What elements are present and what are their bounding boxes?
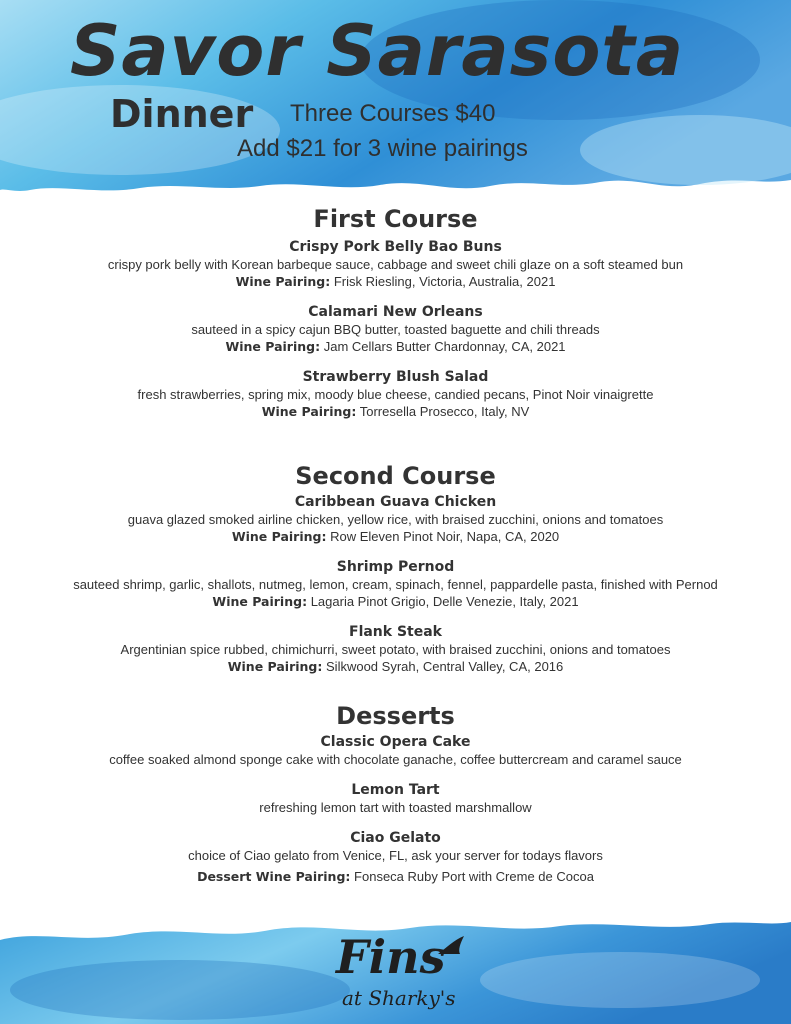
dish-name: Flank Steak [349, 624, 442, 640]
fins-logo [318, 930, 498, 1018]
wine-pairing-label: Dessert Wine Pairing: [197, 869, 351, 884]
dish-name: Ciao Gelato [350, 830, 441, 846]
desserts-section [0, 702, 791, 885]
dish-item [0, 782, 791, 816]
wine-pairing-value: Jam Cellars Butter Chardonnay, CA, 2021 [323, 339, 566, 354]
dish-description: choice of Ciao gelato from Venice, FL, ask your server for todays flavors [188, 848, 603, 863]
wine-pairing-label: Wine Pairing: [261, 404, 357, 419]
dish-description: Argentinian spice rubbed, chimichurri, sweet potato, with braised zucchini, onions and tomatoes [120, 642, 671, 657]
logo-name: Fins [336, 930, 446, 984]
wine-pairing-value: Frisk Riesling, Victoria, Australia, 2021 [333, 274, 556, 289]
wine-pairing-label: Wine Pairing: [235, 274, 331, 289]
dish-description: crispy pork belly with Korean barbeque sauce, cabbage and sweet chili glaze on a soft steamed bun [107, 257, 684, 272]
dish-item [0, 830, 791, 885]
dish-name: Shrimp Pernod [336, 559, 455, 575]
dish-name: Caribbean Guava Chicken [294, 494, 497, 510]
dish-description: guava glazed smoked airline chicken, yellow rice, with braised zucchini, onions and tomatoes [127, 512, 664, 527]
wine-pairing [0, 338, 791, 355]
menu-title: Savor Sarasota [70, 10, 685, 92]
wine-pairing-label: Wine Pairing: [227, 659, 323, 674]
pairing-offer-text: Add $21 for 3 wine pairings [237, 135, 528, 162]
meal-label: Dinner [110, 92, 254, 136]
dish-item [0, 369, 791, 420]
wine-pairing-value: Fonseca Ruby Port with Creme de Cocoa [354, 869, 594, 884]
wine-pairing [0, 273, 791, 290]
wine-pairing-value: Row Eleven Pinot Noir, Napa, CA, 2020 [330, 529, 560, 544]
dish-description: fresh strawberries, spring mix, moody blue cheese, candied pecans, Pinot Noir vinaigrette [137, 387, 654, 402]
dish-description: sauteed shrimp, garlic, shallots, nutmeg, lemon, cream, spinach, fennel, pappardelle pasta, finished with Pernod [73, 577, 718, 592]
dish-name: Strawberry Blush Salad [302, 369, 489, 385]
dish-name: Crispy Pork Belly Bao Buns [289, 239, 502, 255]
dish-item [0, 494, 791, 545]
dish-description: refreshing lemon tart with toasted marshmallow [259, 800, 532, 815]
wine-pairing-value: Torresella Prosecco, Italy, NV [359, 404, 530, 419]
wine-pairing-value: Lagaria Pinot Grigio, Delle Venezie, Italy, 2021 [310, 594, 579, 609]
dish-name: Calamari New Orleans [308, 304, 483, 320]
second-course-section [0, 462, 791, 675]
dish-description: sauteed in a spicy cajun BBQ butter, toasted baguette and chili threads [191, 322, 600, 337]
wine-pairing-label: Wine Pairing: [231, 529, 327, 544]
section-heading: First Course [313, 205, 478, 233]
price-text: Three Courses $40 [290, 100, 496, 127]
wine-pairing [0, 593, 791, 610]
dish-item [0, 624, 791, 675]
dish-name: Lemon Tart [351, 782, 440, 798]
wine-pairing-label: Wine Pairing: [212, 594, 308, 609]
dish-item [0, 304, 791, 355]
logo-subtitle: at Sharky's [342, 986, 456, 1010]
dish-description: coffee soaked almond sponge cake with chocolate ganache, coffee buttercream and caramel sauce [109, 752, 682, 767]
dish-item [0, 734, 791, 768]
wine-pairing [0, 528, 791, 545]
wine-pairing-value: Silkwood Syrah, Central Valley, CA, 2016 [326, 659, 564, 674]
first-course-section [0, 205, 791, 420]
wine-pairing-label: Wine Pairing: [225, 339, 321, 354]
dessert-wine-pairing [0, 868, 791, 885]
section-heading: Desserts [336, 702, 455, 730]
wine-pairing [0, 403, 791, 420]
wine-pairing [0, 658, 791, 675]
dish-item [0, 239, 791, 290]
section-heading: Second Course [295, 462, 496, 490]
dish-name: Classic Opera Cake [320, 734, 471, 750]
dish-item [0, 559, 791, 610]
